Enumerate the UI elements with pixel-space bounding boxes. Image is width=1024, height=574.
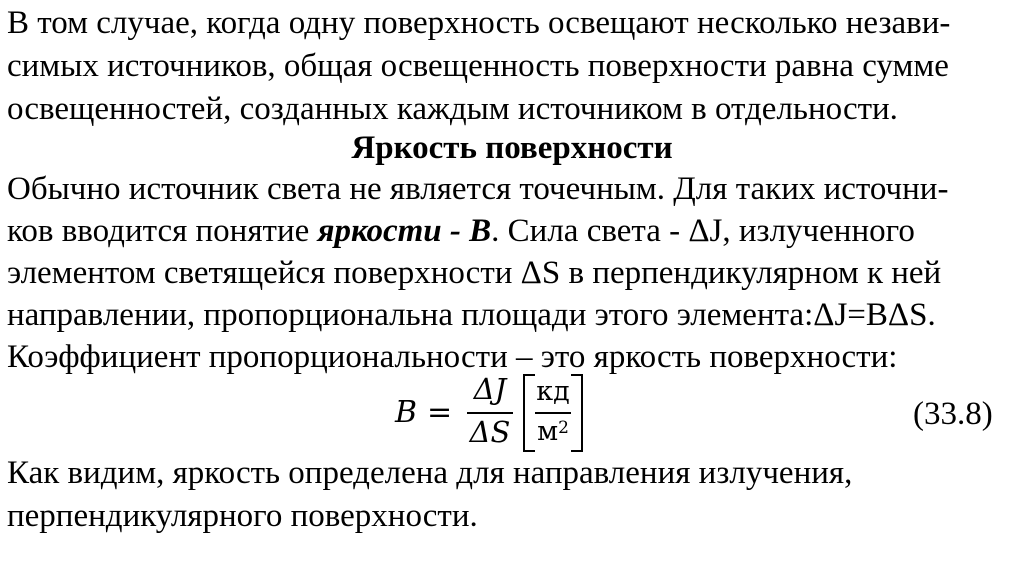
right-bracket xyxy=(571,374,583,452)
formula-lhs: B xyxy=(395,395,418,430)
paragraph2-line2-before: ков вводится понятие xyxy=(7,213,318,249)
unit-denominator-base: м xyxy=(537,416,559,447)
unit-numerator: кд xyxy=(536,376,570,407)
unit-fraction-bar xyxy=(535,412,571,414)
paragraph2-line2-after: . Сила света - ΔJ, излученного xyxy=(491,213,915,249)
unit-denominator xyxy=(533,416,573,448)
paragraph3-line1: Как видим, яркость определена для направления излучения, xyxy=(7,455,853,491)
paragraph2-line4: направлении, пропорциональна площади этого элемента:ΔJ=BΔS. xyxy=(7,297,936,333)
paragraph1-line1: В том случае, когда одну поверхность освещают несколько незави- xyxy=(7,5,951,41)
unit-exponent: 2 xyxy=(558,418,569,438)
formula-equals: = xyxy=(427,395,453,430)
paragraph1-line2: симых источников, общая освещенность поверхности равна сумме xyxy=(7,48,949,84)
paragraph3-line2: перпендикулярного поверхности. xyxy=(7,498,478,534)
formula-numerator: ΔJ xyxy=(473,372,507,406)
formula-denominator: ΔS xyxy=(469,415,511,449)
equation-number: (33.8) xyxy=(913,396,993,432)
paragraph2-line2 xyxy=(7,210,915,252)
brightness-formula xyxy=(395,372,615,452)
paragraph2-line3: элементом светящейся поверхности ΔS в перпендикулярном к ней xyxy=(7,255,942,291)
section-heading: Яркость поверхности xyxy=(351,130,673,166)
paragraph2-line1: Обычно источник света не является точечным. Для таких источни- xyxy=(7,171,949,207)
paragraph1-line3: освещенностей, созданных каждым источником в отдельности. xyxy=(7,91,898,127)
paragraph2-line5: Коэффициент пропорциональности – это яркость поверхности: xyxy=(7,339,898,375)
brightness-term: яркости - B xyxy=(317,213,492,249)
